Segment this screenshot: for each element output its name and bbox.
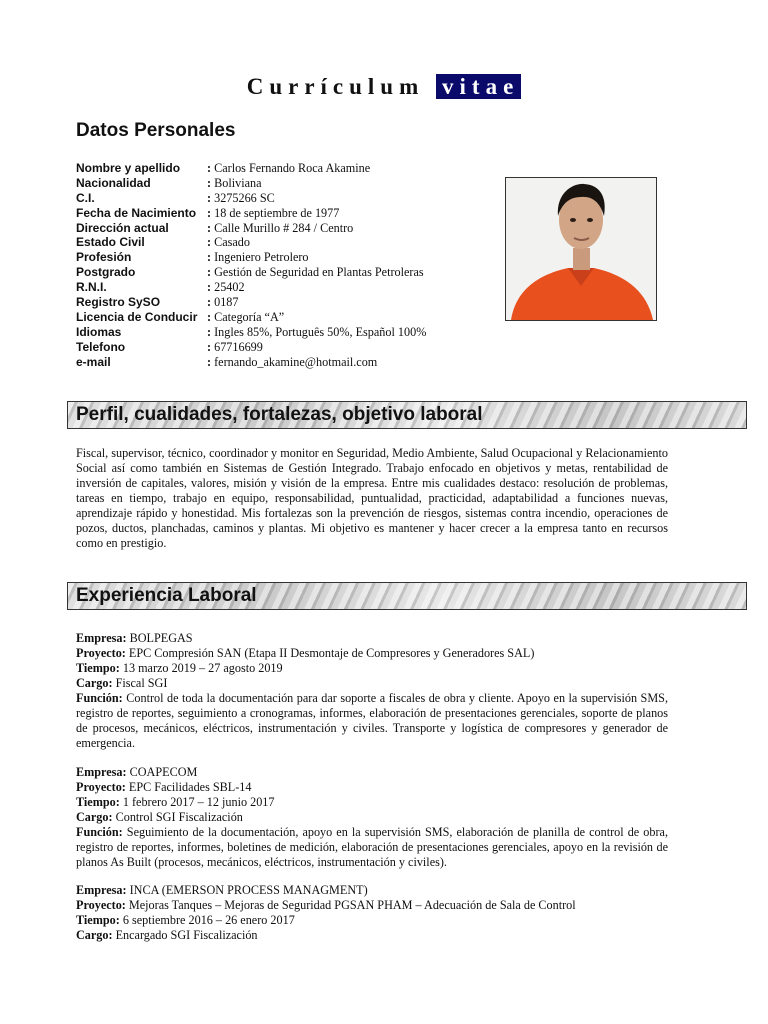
personal-data-label: e-mail xyxy=(76,354,111,369)
company-value: BOLPEGAS xyxy=(129,631,193,645)
job-project-line xyxy=(76,646,668,661)
title-word-curriculum: Currículum xyxy=(246,74,425,99)
personal-data-label: Estado Civil xyxy=(76,235,145,250)
role-value: Encargado SGI Fiscalización xyxy=(115,928,258,942)
project-value: EPC Compresión SAN (Etapa II Desmontaje de Compresores y Generadores SAL) xyxy=(128,646,535,660)
job-role-line xyxy=(76,928,668,943)
person-photo-illustration xyxy=(506,178,656,320)
project-label: Proyecto: xyxy=(76,646,126,660)
personal-data-colon: : xyxy=(207,235,212,250)
profile-paragraph: Fiscal, supervisor, técnico, coordinador y monitor en Seguridad, Medio Ambiente, Salud Ocupacional y Relacionamiento Social así como también en Sistemas de Gestión Integrado. Trabajo enfocado en objetivos y metas, rentabilidad de inversión de capitales, valores, misión y visión de la empresa. Entre mis cualidades destaco: resolución de problemas, tareas en tiempo, trabajo en equipo, responsabilidad, puntualidad, practicidad, adaptabilidad a funciones nuevas, aprendizaje rápido y honestidad. Mis fortalezas son la prevención de riesgos, sistemas contra incendio, operaciones de pozos, ductos, planchadas, caminos y plantas. Mi objetivo es mantener y hacer crecer a la empresa tanto en recursos como en prestigio. xyxy=(76,446,668,550)
personal-data-colon: : xyxy=(207,250,212,265)
function-label: Función: xyxy=(76,691,123,705)
personal-data-label: Nacionalidad xyxy=(76,175,151,190)
personal-data-colon: : xyxy=(207,205,212,220)
time-value: 6 septiembre 2016 – 26 enero 2017 xyxy=(122,913,295,927)
project-value: EPC Facilidades SBL-14 xyxy=(128,780,252,794)
personal-data-value: 67716699 xyxy=(214,339,263,354)
personal-data-list xyxy=(76,161,496,369)
personal-data-value: Calle Murillo # 284 / Centro xyxy=(214,220,354,235)
personal-data-value: 25402 xyxy=(214,280,245,295)
personal-data-value: 18 de septiembre de 1977 xyxy=(214,205,340,220)
personal-data-label: C.I. xyxy=(76,190,95,205)
company-value: COAPECOM xyxy=(129,765,198,779)
personal-data-colon: : xyxy=(207,309,212,324)
personal-data-value: Ingles 85%, Português 50%, Español 100% xyxy=(214,324,427,339)
personal-data-label: Idiomas xyxy=(76,324,122,339)
personal-data-colon: : xyxy=(207,161,212,175)
personal-data-colon: : xyxy=(207,339,212,354)
company-label: Empresa: xyxy=(76,765,127,779)
personal-data-colon: : xyxy=(207,324,212,339)
role-label: Cargo: xyxy=(76,928,113,942)
personal-data-row xyxy=(76,355,496,370)
personal-data-value: Carlos Fernando Roca Akamine xyxy=(214,161,371,175)
personal-data-value: Casado xyxy=(214,235,250,250)
personal-data-row xyxy=(76,325,496,340)
personal-data-colon: : xyxy=(207,265,212,280)
personal-data-colon: : xyxy=(207,175,212,190)
time-label: Tiempo: xyxy=(76,661,120,675)
function-value: Seguimiento de la documentación, apoyo en la supervisión SMS, elaboración de planilla de control de obra, registro de reportes, informes, boletines de medición, elaboración de presentaciones gerenciales, apoyo en la revisión de planos As Built (procesos, mecánicos, eléctricos, instrumentación y civiles). xyxy=(76,825,668,869)
personal-data-value: fernando_akamine@hotmail.com xyxy=(214,354,378,369)
personal-data-row xyxy=(76,340,496,355)
job-function-line xyxy=(76,691,668,751)
personal-data-label: R.N.I. xyxy=(76,280,107,295)
personal-data-row xyxy=(76,191,496,206)
personal-data-value: 3275266 SC xyxy=(214,190,275,205)
personal-data-row xyxy=(76,310,496,325)
time-value: 1 febrero 2017 – 12 junio 2017 xyxy=(122,795,275,809)
job-role-line xyxy=(76,810,668,825)
personal-data-row xyxy=(76,250,496,265)
project-label: Proyecto: xyxy=(76,780,126,794)
personal-data-value: 0187 xyxy=(214,295,239,310)
personal-data-row xyxy=(76,265,496,280)
job-project-line xyxy=(76,898,668,913)
personal-data-row xyxy=(76,206,496,221)
job-entry-1 xyxy=(76,631,668,751)
personal-data-label: Postgrado xyxy=(76,265,136,280)
function-label: Función: xyxy=(76,825,123,839)
personal-data-colon: : xyxy=(207,295,212,310)
personal-data-label: Licencia de Conducir xyxy=(76,309,198,324)
personal-data-colon: : xyxy=(207,354,212,369)
personal-data-row xyxy=(76,221,496,236)
profile-photo xyxy=(505,177,657,321)
personal-data-label: Telefono xyxy=(76,339,126,354)
job-time-line xyxy=(76,795,668,810)
job-company-line xyxy=(76,883,668,898)
job-role-line xyxy=(76,676,668,691)
job-entry-2 xyxy=(76,765,668,870)
personal-data-value: Categoría “A” xyxy=(214,309,285,324)
personal-data-label: Nombre y apellido xyxy=(76,161,181,175)
job-time-line xyxy=(76,661,668,676)
personal-data-colon: : xyxy=(207,280,212,295)
personal-data-label: Profesión xyxy=(76,250,132,265)
personal-data-row xyxy=(76,235,496,250)
job-function-line xyxy=(76,825,668,870)
role-label: Cargo: xyxy=(76,810,113,824)
project-value: Mejoras Tanques – Mejoras de Seguridad PGSAN PHAM – Adecuación de Sala de Control xyxy=(128,898,576,912)
project-label: Proyecto: xyxy=(76,898,126,912)
company-label: Empresa: xyxy=(76,631,127,645)
company-label: Empresa: xyxy=(76,883,127,897)
personal-data-row xyxy=(76,280,496,295)
role-label: Cargo: xyxy=(76,676,113,690)
personal-data-row xyxy=(76,176,496,191)
job-company-line xyxy=(76,631,668,646)
job-company-line xyxy=(76,765,668,780)
role-value: Control SGI Fiscalización xyxy=(115,810,243,824)
document-title xyxy=(0,74,768,100)
experience-section-header xyxy=(67,582,747,610)
role-value: Fiscal SGI xyxy=(115,676,168,690)
function-value: Control de toda la documentación para dar soporte a fiscales de obra y cliente. Apoyo en la supervisión SMS, registro de reportes, seguimiento a cronogramas, informes, elaboración de presentaciones gerenciales, soporte de planos de procesos, mecánicos, eléctricos, instrumentación y civiles. Transporte y logística de compresores y generador de emergencia. xyxy=(76,691,668,750)
job-entry-3 xyxy=(76,883,668,943)
time-value: 13 marzo 2019 – 27 agosto 2019 xyxy=(122,661,283,675)
personal-data-label: Fecha de Nacimiento xyxy=(76,205,197,220)
experience-section-title: Experiencia Laboral xyxy=(76,585,257,606)
personal-data-value: Ingeniero Petrolero xyxy=(214,250,309,265)
time-label: Tiempo: xyxy=(76,913,120,927)
job-project-line xyxy=(76,780,668,795)
personal-data-value: Gestión de Seguridad en Plantas Petroleras xyxy=(214,265,424,280)
time-label: Tiempo: xyxy=(76,795,120,809)
personal-data-row xyxy=(76,161,496,176)
personal-data-label: Registro SySO xyxy=(76,295,161,310)
personal-data-colon: : xyxy=(207,220,212,235)
personal-data-row xyxy=(76,295,496,310)
personal-data-label: Dirección actual xyxy=(76,220,169,235)
title-word-vitae: vitae xyxy=(436,74,521,99)
company-value: INCA (EMERSON PROCESS MANAGMENT) xyxy=(129,883,368,897)
job-time-line xyxy=(76,913,668,928)
personal-data-value: Boliviana xyxy=(214,175,262,190)
profile-section-title: Perfil, cualidades, fortalezas, objetivo laboral xyxy=(76,404,483,425)
personal-data-heading: Datos Personales xyxy=(76,120,236,141)
profile-section-header xyxy=(67,401,747,429)
personal-data-colon: : xyxy=(207,190,212,205)
